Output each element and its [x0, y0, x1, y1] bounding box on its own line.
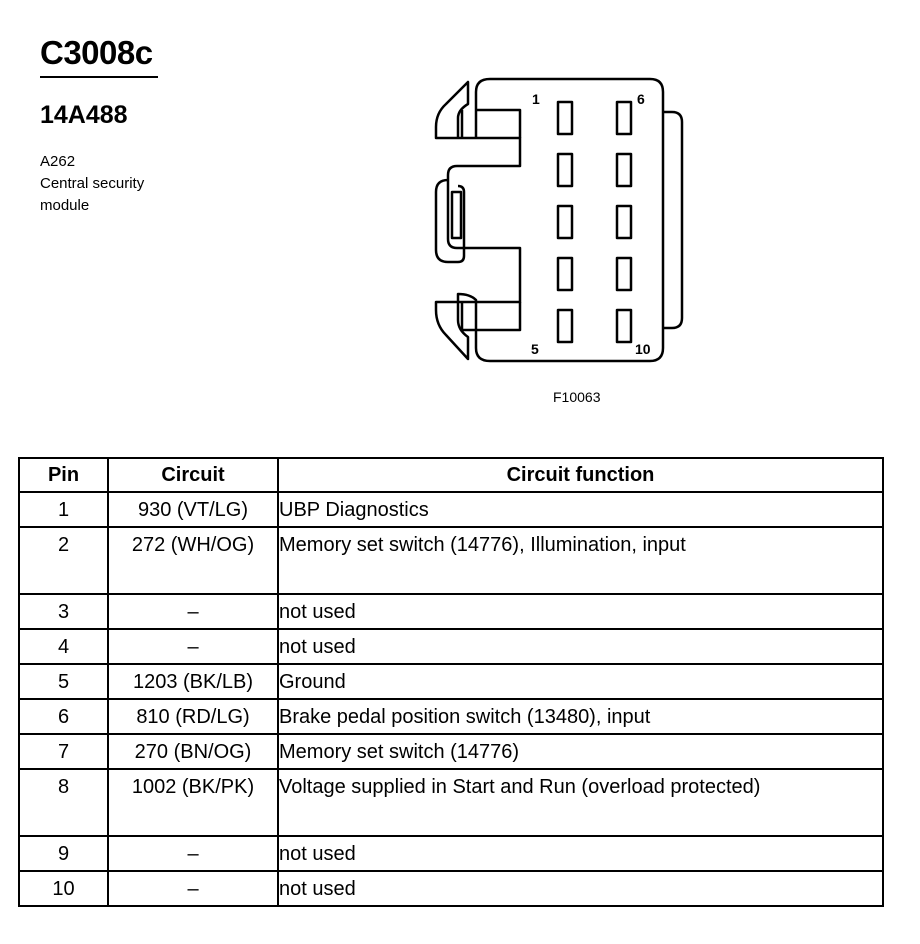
pin-cell: 1 [19, 492, 108, 527]
header-circuit: Circuit [108, 458, 278, 492]
terminal-cavity [558, 154, 572, 186]
circuit-cell: – [108, 836, 278, 871]
circuit-cell: 1002 (BK/PK) [108, 769, 278, 836]
function-cell: Memory set switch (14776) [278, 734, 883, 769]
pin-label-bottom-left: 5 [531, 341, 539, 357]
connector-body-outline [436, 79, 663, 361]
table-row [19, 594, 883, 629]
terminal-cavity [617, 310, 631, 342]
table-row [19, 629, 883, 664]
pin-cell: 6 [19, 699, 108, 734]
terminal-cavity [617, 206, 631, 238]
circuit-cell: 270 (BN/OG) [108, 734, 278, 769]
pin-cell: 5 [19, 664, 108, 699]
table-row [19, 492, 883, 527]
function-cell: not used [278, 871, 883, 906]
function-cell: not used [278, 629, 883, 664]
table-row [19, 527, 883, 594]
function-cell: not used [278, 836, 883, 871]
pin-cell: 8 [19, 769, 108, 836]
module-code: A262 [40, 153, 76, 170]
function-cell: not used [278, 594, 883, 629]
terminal-cavity [617, 258, 631, 290]
connector-id: C3008c [40, 34, 153, 71]
table-row [19, 699, 883, 734]
figure-id: F10063 [553, 389, 601, 405]
pin-cell: 4 [19, 629, 108, 664]
circuit-cell: 810 (RD/LG) [108, 699, 278, 734]
latch-tab [452, 192, 461, 238]
circuit-cell: 930 (VT/LG) [108, 492, 278, 527]
table-header-row [19, 458, 883, 492]
part-number: 14A488 [40, 101, 128, 129]
terminal-cavity [617, 102, 631, 134]
pin-label-bottom-right: 10 [635, 341, 651, 357]
module-name-line1: Central security [40, 175, 145, 192]
circuit-cell: 272 (WH/OG) [108, 527, 278, 594]
pin-label-top-right: 6 [637, 91, 645, 107]
function-cell: Ground [278, 664, 883, 699]
pin-cell: 7 [19, 734, 108, 769]
pin-cell: 3 [19, 594, 108, 629]
table-row [19, 871, 883, 906]
pinout-table [18, 457, 884, 907]
circuit-cell: 1203 (BK/LB) [108, 664, 278, 699]
circuit-cell: – [108, 871, 278, 906]
header-pin: Pin [19, 458, 108, 492]
function-cell: Brake pedal position switch (13480), input [278, 699, 883, 734]
right-latch [663, 112, 682, 328]
pin-cell: 2 [19, 527, 108, 594]
connector-face-diagram [0, 0, 920, 420]
terminal-cavity [558, 206, 572, 238]
module-name-line2: module [40, 197, 90, 214]
pin-cell: 9 [19, 836, 108, 871]
circuit-cell: – [108, 594, 278, 629]
header-function: Circuit function [278, 458, 883, 492]
table-row [19, 769, 883, 836]
pin-label-top-left: 1 [532, 91, 540, 107]
function-cell: Memory set switch (14776), Illumination, input [278, 527, 883, 594]
function-cell: UBP Diagnostics [278, 492, 883, 527]
terminal-cavity [558, 310, 572, 342]
table-row [19, 836, 883, 871]
table-row [19, 734, 883, 769]
terminal-cavity [617, 154, 631, 186]
function-cell: Voltage supplied in Start and Run (overload protected) [278, 769, 883, 836]
table-row [19, 664, 883, 699]
pin-cell: 10 [19, 871, 108, 906]
circuit-cell: – [108, 629, 278, 664]
terminal-cavity [558, 102, 572, 134]
terminal-cavity [558, 258, 572, 290]
